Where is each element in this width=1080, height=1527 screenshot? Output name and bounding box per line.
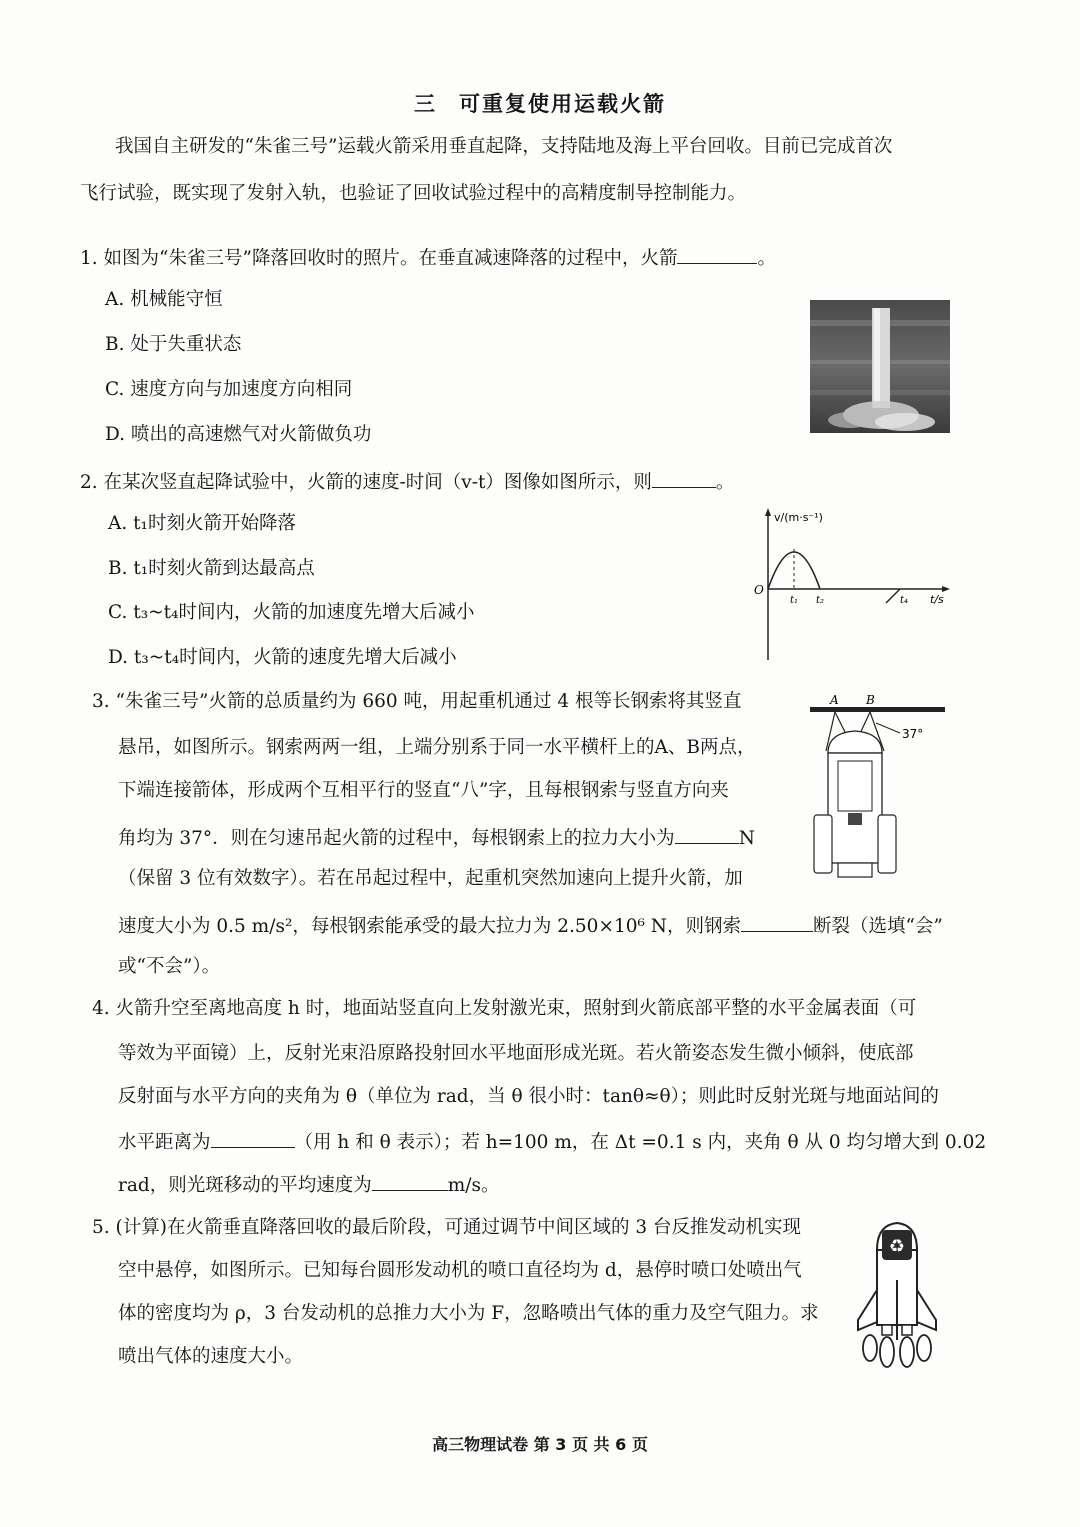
exhaust-plume-4: [917, 1335, 931, 1361]
q3-line-2: 悬吊，如图所示。钢索两两一组，上端分别系于同一水平横杆上的A、B两点，: [118, 737, 756, 758]
q1-option-b: B. 处于失重状态: [105, 334, 242, 355]
intro-line-2: 飞行试验，既实现了发射入轨，也验证了回收试验过程中的高精度制导控制能力。: [80, 183, 747, 204]
q1-option-c: C. 速度方向与加速度方向相同: [105, 379, 353, 400]
rocket-emblem: [848, 813, 862, 825]
q1-answer-blank[interactable]: [677, 247, 757, 264]
q1-option-d: D. 喷出的高速燃气对火箭做负功: [105, 424, 372, 445]
exhaust-plume-1: [863, 1335, 877, 1361]
q3-line-4-text: 角均为 37°．则在匀速吊起火箭的过程中，每根钢索上的拉力大小为: [118, 828, 675, 849]
q4-line-4: [118, 1131, 986, 1153]
engine-nozzle-left: [882, 1325, 892, 1335]
q3-line-7: 或“不会”）。: [118, 956, 221, 977]
y-axis-label: v/(m·s⁻¹): [774, 511, 823, 524]
right-booster: [878, 815, 896, 873]
point-b-label: B: [866, 693, 875, 707]
engine-nozzle-right: [902, 1325, 912, 1335]
q5-line-1: 5. (计算)在火箭垂直降落回收的最后阶段，可通过调节中间区域的 3 台反推发动机实现: [92, 1217, 802, 1238]
q3-unit-n: N: [738, 828, 755, 849]
t2-tick-label: t₂: [816, 595, 825, 606]
section-number: 三: [414, 92, 437, 116]
q4-line-4-text: 水平距离为: [118, 1132, 211, 1153]
rocket-nose: [828, 731, 882, 753]
q2-option-d: D. t₃~t₄时间内，火箭的速度先增大后减小: [108, 647, 457, 668]
q2-option-b: B. t₁时刻火箭到达最高点: [108, 558, 315, 579]
velocity-curve-segment: [886, 589, 900, 603]
q3-line-1: 3. “朱雀三号”火箭的总质量约为 660 吨，用起重机通过 4 根等长钢索将其竖直: [92, 691, 742, 712]
right-fin: [917, 1290, 936, 1330]
q5-line-3: 体的密度均为 ρ，3 台发动机的总推力大小为 F，忽略喷出气体的重力及空气阻力。求: [118, 1303, 819, 1324]
rocket-landing-photo: [810, 300, 950, 433]
angle-pointer: [876, 723, 900, 733]
hovering-rocket-figure: [850, 1220, 945, 1375]
t4-tick-label: t₄: [900, 595, 909, 606]
q5-line-4: 喷出气体的速度大小。: [118, 1346, 304, 1367]
left-booster: [814, 815, 832, 873]
q2-stem-end: 。: [715, 472, 735, 493]
rocket-base: [838, 863, 872, 877]
q2-option-c: C. t₃~t₄时间内，火箭的加速度先增大后减小: [108, 602, 475, 623]
q4-line-4-end: （用 h 和 θ 表示）；若 h=100 m，在 Δt =0.1 s 内，夹角 θ 从 0 均匀增大到 0.02: [294, 1132, 987, 1153]
section-name: 可重复使用运载火箭: [459, 92, 666, 116]
q2-stem-text: 2. 在某次竖直起降试验中，火箭的速度-时间（v-t）图像如图所示，则: [80, 472, 652, 493]
x-axis-arrow: [942, 586, 950, 592]
q4-line-5: [118, 1174, 500, 1196]
rocket-panel: [838, 761, 872, 811]
t1-tick-label: t₁: [790, 595, 799, 606]
q3-line-3: 下端连接箭体，形成两个互相平行的竖直“八”字，且每根钢索与竖直方向夹: [118, 780, 729, 801]
q5-line-2: 空中悬停，如图所示。已知每台圆形发动机的喷口直径均为 d，悬停时喷口处喷出气: [118, 1260, 802, 1281]
origin-label: O: [754, 583, 764, 597]
q3-line-6: [118, 915, 943, 937]
section-title: [0, 88, 1080, 118]
crossbar: [810, 707, 945, 712]
q4-line-2: 等效为平面镜）上，反射光束沿原路投射回水平地面形成光斑。若火箭姿态发生微小倾斜，使底部: [118, 1043, 914, 1064]
left-fin: [858, 1290, 877, 1330]
q4-line-1: 4. 火箭升空至离地高度 h 时，地面站竖直向上发射激光束，照射到火箭底部平整的水平金属表面（可: [92, 998, 917, 1019]
q3-break-blank[interactable]: [741, 915, 813, 932]
page-footer: 高三物理试卷 第 3 页 共 6 页: [432, 1435, 648, 1454]
vt-graph: [750, 505, 960, 665]
point-a-label: A: [830, 693, 839, 707]
angle-label: 37°: [902, 727, 924, 741]
q4-line-5-end: m/s。: [447, 1175, 500, 1196]
q4-speed-blank[interactable]: [372, 1174, 448, 1191]
q3-line-4: [118, 827, 755, 849]
crane-rocket-figure: [800, 693, 960, 893]
q4-line-5-text: rad，则光斑移动的平均速度为: [118, 1175, 372, 1196]
q4-line-3: 反射面与水平方向的夹角为 θ（单位为 rad，当 θ 很小时：tanθ≈θ）；则此时反射光斑与地面站间的: [118, 1086, 939, 1107]
q3-line-6-end: 断裂（选填“会”: [812, 916, 943, 937]
exhaust-plume-2: [880, 1337, 894, 1367]
y-axis-arrow: [765, 508, 771, 516]
q1-stem: [80, 247, 776, 269]
q2-stem: [80, 471, 734, 493]
q3-tension-blank[interactable]: [675, 827, 739, 844]
q1-stem-end: 。: [757, 248, 776, 269]
q2-option-a: A. t₁时刻火箭开始降落: [108, 513, 296, 534]
q1-stem-text: 1. 如图为“朱雀三号”降落回收时的照片。在垂直减速降落的过程中，火箭: [80, 248, 678, 269]
q4-distance-blank[interactable]: [211, 1131, 295, 1148]
q1-option-a: A. 机械能守恒: [105, 289, 223, 310]
recycle-icon: ♻: [888, 1236, 906, 1257]
q3-line-5: （保留 3 位有效数字）。若在吊起过程中，起重机突然加速向上提升火箭，加: [118, 868, 743, 889]
intro-line-1: 我国自主研发的“朱雀三号”运载火箭采用垂直起降，支持陆地及海上平台回收。目前已完成首次: [115, 136, 893, 157]
q2-answer-blank[interactable]: [652, 471, 716, 488]
q3-line-6-text: 速度大小为 0.5 m/s²，每根钢索能承受的最大拉力为 2.50×10⁶ N，则钢索: [118, 916, 741, 937]
x-axis-label: t/s: [930, 593, 944, 606]
exhaust-plume-3: [900, 1337, 914, 1367]
